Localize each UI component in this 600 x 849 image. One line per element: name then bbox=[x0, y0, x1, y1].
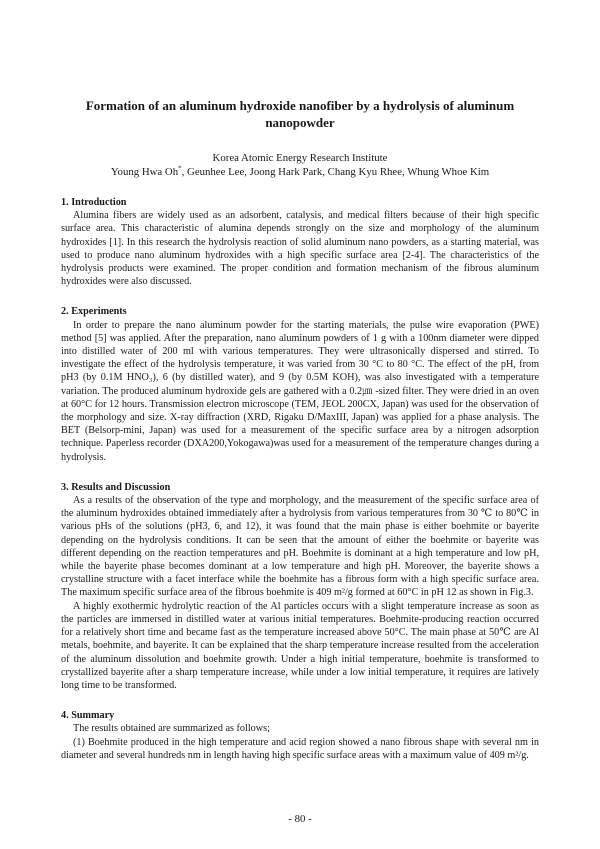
paragraph: (1) Boehmite produced in the high temperature and acid region showed a nano fibrous shape with several nm in diameter and several hundreds nm in length having high specific surface areas with a maximum value of 409 m²/g. bbox=[61, 736, 539, 761]
paragraph: In order to prepare the nano aluminum powder for the starting materials, the pulse wire evaporation (PWE) method [5] was applied. After the preparation, nano aluminum powders of 1 g with a 100nm diameter were dipped into distilled water of 200 ml with various temperatures. They were ultrasonically dispersed and stirred. To investigate the effect of the hydrolysis temperature, it was varied from 30 °C to 80 °C. The effect of the pH, from pH3 (by 0.1M HNO₃), 6 (by distilled water), and 9 (by 0.5M KOH), was also investigated with a temperature variation. The produced aluminum hydroxide gels are gathered with a 0.2㎛ -sized filter. They were dried in an oven at 60°C for 12 hours. Transmission electron microscope (TEM, JEOL 200CX, Japan) was used for the observation of the morphology and size. X-ray diffraction (XRD, Rigaku D/MaxIII, Japan) was applied for a phase analysis. The BET (Belsorp-mini, Japan) was used for a measurement of the specific surface area by a nitrogen adsorption technique. Paperless recorder (DXA200,Yokogawa)was used for a measurement of the temperature changes during a hydrolysis. bbox=[61, 319, 539, 463]
section-experiments bbox=[61, 305, 539, 463]
author-list bbox=[61, 165, 539, 179]
other-authors: , Geunhee Lee, Joong Hark Park, Chang Kyu Rhee, Whung Whoe Kim bbox=[181, 166, 490, 178]
affiliation: Korea Atomic Energy Research Institute bbox=[212, 152, 388, 164]
paragraph: The results obtained are summarized as follows; bbox=[73, 723, 270, 735]
corresponding-mark: * bbox=[178, 164, 182, 173]
section-heading: 2. Experiments bbox=[61, 306, 127, 318]
section-summary bbox=[61, 709, 539, 762]
paper-title: Formation of an aluminum hydroxide nanofiber by a hydrolysis of aluminum nanopowder bbox=[85, 98, 515, 130]
section-heading: 4. Summary bbox=[61, 710, 115, 722]
first-author: Young Hwa Oh bbox=[110, 166, 179, 178]
paragraph: Alumina fibers are widely used as an adsorbent, catalysis, and medical filters because of their high specific surface area. This characteristic of alumina depends strongly on the size and morphology of the aluminum hydroxides [1]. In this research the hydrolysis reaction of solid aluminum nano powders, as a starting material, was used to produce nano aluminum hydroxides with a high specific surface area [2-4]. The characteristics of the hydrolysis products were examined. The proper condition and formation mechanism of the fibrous aluminum hydroxides were also discussed. bbox=[61, 210, 539, 288]
section-heading: 1. Introduction bbox=[61, 197, 127, 208]
paragraph: A highly exothermic hydrolytic reaction of the Al particles occurs with a slight temperature increase as soon as the particles are immersed in distilled water at various initial temperatures. Boehmite-producing reaction occurred for a relatively short time and became fast as the temperature increased above 50°C. The main phase at 50℃ are Al metals, boehmite, and bayerite. It can be explained that the sharp temperature increase resulted from the acceleration of the aluminum dissolution and boehmite growth. Under a high initial temperature, boehmite is transformed to crystallized bayerite after a sharp temperature increase, while under a low initial temperature, it requires are latively long time to be transformed. bbox=[61, 600, 539, 691]
section-heading: 3. Results and Discussion bbox=[61, 481, 171, 493]
section-introduction bbox=[61, 196, 539, 288]
paragraph: As a results of the observation of the type and morphology, and the measurement of the specific surface area of the aluminum hydroxides obtained immediately after a hydrolysis from various temperatures from 30 ℃ to 80℃ in various pHs of the solutions (pH3, 6, and 12), it was found that the main phase is either boehmite or bayerite depending on the hydrolysis conditions. It can be seen that the amount of either the boehmite or bayerite was different depending on the reaction temperatures and pH. Boehmite is dominant at a high temperature and low pH, while the bayerite phase becomes dominant at a low temperature and high pH. Moreover, the bayerite shows a crystalline structure with a facet interface while the boehmite has a fibrous form with a high specific surface area. The maximum specific surface area of the fibrous boehmite is 409 m²/g formed at 60°C in pH 12 as shown in Fig.3. bbox=[61, 495, 539, 599]
page-number: - 80 - bbox=[288, 813, 312, 825]
section-results-discussion bbox=[61, 481, 539, 692]
